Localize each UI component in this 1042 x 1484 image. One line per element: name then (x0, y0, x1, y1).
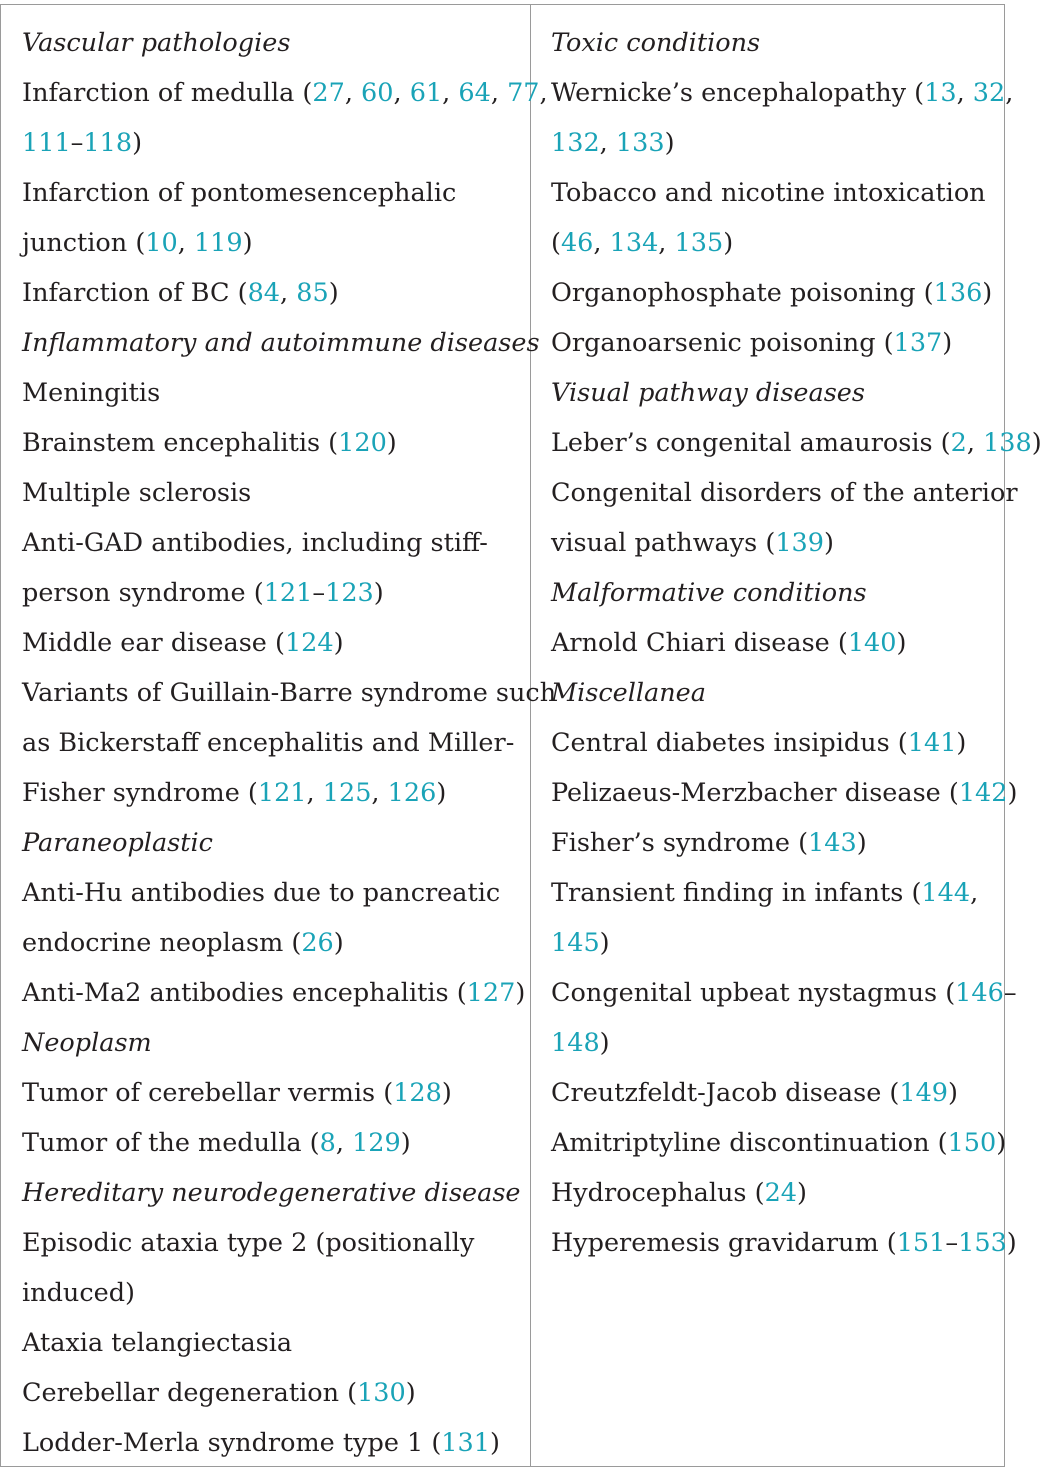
reference-link[interactable]: 132 (551, 128, 600, 158)
line-text: ) (896, 628, 907, 658)
reference-link[interactable]: 142 (958, 778, 1008, 808)
reference-link[interactable]: 123 (325, 578, 374, 608)
line-text: ) (436, 778, 447, 808)
reference-link[interactable]: 133 (615, 128, 665, 158)
list-item (551, 268, 1042, 318)
reference-link[interactable]: 125 (322, 778, 372, 808)
line-text: – (70, 128, 84, 158)
reference-link[interactable]: 127 (466, 978, 516, 1008)
reference-link[interactable]: 149 (899, 1078, 949, 1108)
list-item (551, 1168, 1042, 1218)
reference-link[interactable]: 138 (983, 428, 1032, 458)
reference-link[interactable]: 13 (924, 78, 957, 108)
list-item (551, 1018, 1042, 1068)
list-item (22, 718, 530, 768)
reference-link[interactable]: 135 (674, 228, 724, 258)
reference-link[interactable]: 129 (352, 1128, 401, 1158)
line-text: , (177, 228, 194, 258)
list-item (551, 918, 1042, 968)
list-item (22, 618, 530, 668)
line-text: ) (132, 128, 143, 158)
reference-link[interactable]: 8 (319, 1128, 336, 1158)
line-text: ) (599, 928, 610, 958)
list-item (22, 1218, 530, 1268)
list-item (551, 68, 1042, 118)
reference-link[interactable]: 46 (560, 228, 594, 258)
list-item (551, 868, 1042, 918)
category-heading (22, 318, 540, 368)
line-text: ) (1031, 428, 1042, 458)
reference-link[interactable]: 85 (296, 278, 329, 308)
line-text: Congenital disorders of the anterior (551, 478, 1018, 508)
line-text: Wernicke’s encephalopathy ( (551, 78, 925, 108)
reference-link[interactable]: 139 (775, 528, 824, 558)
reference-link[interactable]: 141 (907, 728, 957, 758)
line-text: Pelizaeus-Merzbacher disease ( (551, 778, 959, 808)
list-item (551, 1218, 1042, 1268)
line-text: Arnold Chiari disease ( (551, 628, 848, 658)
line-text: Episodic ataxia type 2 (positionally (22, 1228, 475, 1258)
list-item (22, 68, 548, 118)
line-text: , (658, 228, 675, 258)
line-text: junction ( (22, 228, 146, 258)
category-heading (22, 1018, 530, 1068)
line-text: Infarction of BC ( (22, 278, 248, 308)
line-text: induced) (22, 1278, 135, 1308)
reference-link[interactable]: 148 (551, 1028, 600, 1058)
list-item (551, 318, 1042, 368)
line-text: ) (856, 828, 867, 858)
line-text: Miscellanea (551, 678, 706, 708)
reference-link[interactable]: 131 (441, 1428, 490, 1458)
line-text: ( (551, 228, 561, 258)
reference-link[interactable]: 111 (22, 128, 71, 158)
list-item (551, 1068, 1042, 1118)
reference-link[interactable]: 143 (808, 828, 857, 858)
reference-link[interactable]: 124 (284, 628, 334, 658)
list-item (22, 368, 530, 418)
reference-link[interactable]: 27 (312, 78, 345, 108)
line-text: – (945, 1228, 959, 1258)
list-item (22, 418, 530, 468)
line-text: Tumor of cerebellar vermis ( (22, 1078, 394, 1108)
line-text: ) (515, 978, 526, 1008)
category-heading (551, 18, 1042, 68)
line-text: , (393, 78, 410, 108)
category-heading (551, 568, 1042, 618)
line-text: Visual pathway diseases (551, 378, 865, 408)
list-item (22, 668, 557, 718)
list-item (551, 618, 1042, 668)
line-text: , (280, 278, 297, 308)
reference-link[interactable]: 150 (947, 1128, 997, 1158)
list-item (22, 168, 530, 218)
list-item (22, 468, 530, 518)
list-item (551, 718, 1042, 768)
line-text: ) (823, 528, 834, 558)
reference-link[interactable]: 137 (893, 328, 943, 358)
table-column-right (531, 5, 1042, 1466)
line-text: , (539, 78, 548, 108)
line-text: Anti-Ma2 antibodies encephalitis ( (22, 978, 467, 1008)
list-item (22, 1268, 530, 1318)
line-text: Creutzfeldt-Jacob disease ( (551, 1078, 900, 1108)
line-text: Paraneoplastic (22, 828, 213, 858)
line-text: ) (333, 928, 344, 958)
reference-link[interactable]: 153 (958, 1228, 1007, 1258)
list-item (551, 818, 1042, 868)
list-item (551, 468, 1042, 518)
line-text: ) (599, 1028, 610, 1058)
line-text: Amitriptyline discontinuation ( (551, 1128, 948, 1158)
reference-link[interactable]: 84 (247, 278, 281, 308)
line-text: Malformative conditions (551, 578, 867, 608)
reference-link[interactable]: 144 (921, 878, 971, 908)
line-text: ) (386, 428, 397, 458)
line-text: Fisher syndrome ( (22, 778, 258, 808)
category-heading (22, 18, 530, 68)
line-text: Transient finding in infants ( (551, 878, 922, 908)
reference-link[interactable]: 134 (609, 228, 659, 258)
line-text: , (970, 878, 979, 908)
category-heading (551, 668, 1042, 718)
reference-link[interactable]: 2 (950, 428, 967, 458)
reference-link[interactable]: 126 (387, 778, 437, 808)
line-text: ) (982, 278, 993, 308)
line-text: – (1003, 978, 1017, 1008)
reference-link[interactable]: 118 (83, 128, 133, 158)
reference-link[interactable]: 136 (933, 278, 983, 308)
line-text: ) (400, 1128, 411, 1158)
list-item (22, 1418, 530, 1468)
line-text: Toxic conditions (551, 28, 761, 58)
list-item (22, 1068, 530, 1118)
list-item (22, 268, 530, 318)
line-text: Central diabetes insipidus ( (551, 728, 908, 758)
line-text: Anti-Hu antibodies due to pancreatic (22, 878, 501, 908)
list-item (22, 1118, 530, 1168)
line-text: Meningitis (22, 378, 161, 408)
line-text: ) (489, 1428, 500, 1458)
line-text: ) (405, 1378, 416, 1408)
line-text: , (371, 778, 388, 808)
reference-link[interactable]: 151 (896, 1228, 946, 1258)
category-heading (22, 1168, 530, 1218)
line-text: ) (797, 1178, 807, 1208)
table-column-left (1, 5, 557, 1466)
line-text: ) (333, 628, 344, 658)
list-item (22, 1368, 530, 1418)
conditions-table (0, 4, 1042, 1467)
reference-link[interactable]: 121 (257, 778, 307, 808)
list-item (551, 768, 1042, 818)
reference-link[interactable]: 130 (357, 1378, 406, 1408)
line-text: Anti-GAD antibodies, including stiff- (22, 528, 488, 558)
reference-link[interactable]: 26 (301, 928, 334, 958)
line-text: , (306, 778, 323, 808)
line-text: ) (1006, 1228, 1017, 1258)
line-text: Fisher’s syndrome ( (551, 828, 809, 858)
line-text: ) (242, 228, 253, 258)
line-text: Neoplasm (22, 1028, 152, 1058)
line-text: , (956, 78, 973, 108)
list-item (551, 968, 1042, 1018)
list-item (22, 768, 530, 818)
list-item (22, 968, 530, 1018)
reference-link[interactable]: 145 (551, 928, 600, 958)
line-text: ) (723, 228, 734, 258)
list-item (22, 218, 530, 268)
line-text: , (442, 78, 459, 108)
line-text: Inflammatory and autoimmune diseases (22, 328, 540, 358)
line-text: , (966, 428, 984, 458)
line-text: Hereditary neurodegenerative disease (22, 1178, 521, 1208)
category-heading (551, 368, 1042, 418)
line-text: , (593, 228, 610, 258)
list-item (551, 218, 1042, 268)
reference-link[interactable]: 64 (458, 78, 491, 108)
line-text: Brainstem encephalitis ( (22, 428, 339, 458)
line-text: , (490, 78, 508, 108)
list-item (551, 168, 1042, 218)
line-text: person syndrome ( (22, 578, 264, 608)
reference-link[interactable]: 10 (145, 228, 178, 258)
list-item (22, 568, 530, 618)
line-text: Tobacco and nicotine intoxication (551, 178, 986, 208)
list-item (22, 1318, 530, 1368)
line-text: , (1005, 78, 1014, 108)
line-text: visual pathways ( (551, 528, 776, 558)
line-text: Tumor of the medulla ( (22, 1128, 320, 1158)
line-text: Multiple sclerosis (22, 478, 252, 508)
line-text: ) (948, 1078, 958, 1108)
reference-link[interactable]: 121 (263, 578, 313, 608)
list-item (22, 518, 530, 568)
reference-link[interactable]: 61 (409, 78, 443, 108)
line-text: Congenital upbeat nystagmus ( (551, 978, 956, 1008)
line-text: ) (942, 328, 953, 358)
reference-link[interactable]: 60 (361, 78, 394, 108)
line-text: Infarction of pontomesencephalic (22, 178, 457, 208)
line-text: , (599, 128, 616, 158)
line-text: – (312, 578, 326, 608)
line-text: , (335, 1128, 353, 1158)
line-text: , (344, 78, 362, 108)
line-text: ) (956, 728, 967, 758)
line-text: endocrine neoplasm ( (22, 928, 302, 958)
category-heading (22, 818, 530, 868)
list-item (22, 868, 530, 918)
list-item (551, 418, 1042, 468)
reference-link[interactable]: 146 (955, 978, 1004, 1008)
line-text: Organophosphate poisoning ( (551, 278, 934, 308)
line-text: Cerebellar degeneration ( (22, 1378, 358, 1408)
line-text: Lodder-Merla syndrome type 1 ( (22, 1428, 442, 1458)
list-item (22, 118, 530, 168)
line-text: Ataxia telangiectasia (22, 1328, 293, 1358)
line-text: as Bickerstaff encephalitis and Miller- (22, 728, 515, 758)
line-text: Leber’s congenital amaurosis ( (551, 428, 951, 458)
reference-link[interactable]: 128 (393, 1078, 442, 1108)
line-text: ) (441, 1078, 452, 1108)
line-text: ) (996, 1128, 1007, 1158)
line-text: Infarction of medulla ( (22, 78, 313, 108)
reference-link[interactable]: 77 (507, 78, 540, 108)
line-text: ) (373, 578, 384, 608)
list-item (22, 918, 530, 968)
reference-link[interactable]: 120 (338, 428, 387, 458)
line-text: Vascular pathologies (22, 28, 291, 58)
list-item (551, 118, 1042, 168)
list-item (551, 518, 1042, 568)
line-text: Organoarsenic poisoning ( (551, 328, 894, 358)
reference-link[interactable]: 140 (847, 628, 897, 658)
reference-link[interactable]: 32 (972, 78, 1006, 108)
line-text: ) (1007, 778, 1018, 808)
line-text: ) (328, 278, 339, 308)
reference-link[interactable]: 119 (193, 228, 243, 258)
line-text: ) (664, 128, 675, 158)
line-text: Variants of Guillain-Barre syndrome such (22, 678, 557, 708)
line-text: Hyperemesis gravidarum ( (551, 1228, 897, 1258)
list-item (551, 1118, 1042, 1168)
line-text: Middle ear disease ( (22, 628, 285, 658)
reference-link[interactable]: 24 (764, 1178, 798, 1208)
line-text: Hydrocephalus ( (551, 1178, 765, 1208)
